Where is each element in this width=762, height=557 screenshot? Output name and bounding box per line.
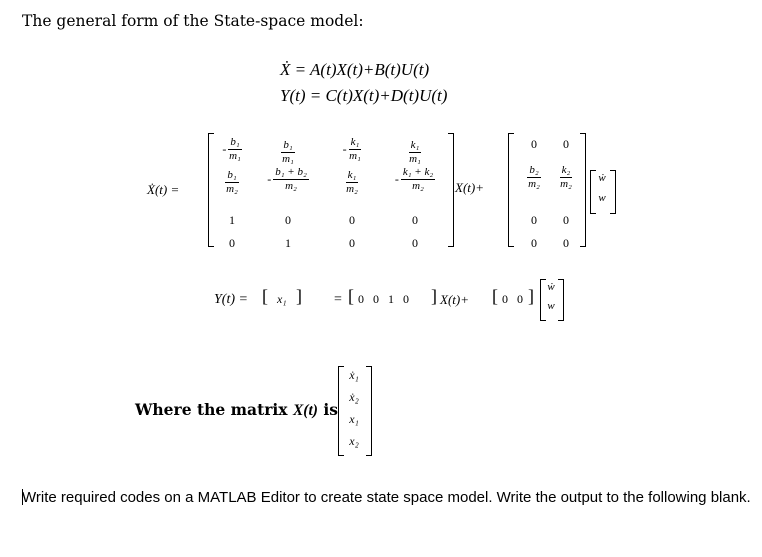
a-cell-2-2 (258, 167, 318, 192)
output-x-term: X(t)+ (440, 292, 469, 307)
c-left-bracket: [ (348, 286, 354, 306)
u2-wdot: ẇ (547, 281, 555, 293)
a-entry-2-3-denominator: m₂ (346, 183, 358, 195)
b-cell-1-1 (518, 137, 550, 152)
a-cell-2-4 (385, 167, 445, 192)
a-entry-2-1-fraction (225, 170, 238, 195)
b-matrix-left-bracket (508, 133, 514, 247)
a-entry-2-2-numerator: b₁ + b₂ (275, 166, 307, 178)
a-cell-3-1 (202, 213, 262, 228)
b-entry-2-1 (527, 165, 540, 190)
a-entry-1-3-denominator: m₁ (349, 150, 361, 162)
a-entry-2-1 (225, 170, 238, 195)
a-cell-1-1 (202, 137, 262, 162)
d-matrix: 0 0 (502, 292, 523, 306)
a-cell-4-1 (202, 236, 262, 251)
a-entry-3-3: 0 (349, 213, 355, 227)
a-entry-1-1-sign: - (222, 142, 227, 156)
where-is: is (317, 400, 338, 419)
a-entry-2-4-denominator: m₂ (412, 180, 424, 192)
heading: The general form of the State-space model: (22, 12, 364, 30)
a-entry-2-1-denominator: m₂ (226, 183, 238, 195)
where-text: Where the matrix (135, 400, 293, 419)
a-entry-3-1: 1 (229, 213, 235, 227)
a-cell-3-2 (258, 213, 318, 228)
a-cell-2-1 (202, 167, 262, 195)
output-equals: = (334, 292, 342, 307)
u-vector-wdot: ẇ (598, 172, 606, 184)
a-entry-1-2 (281, 140, 294, 165)
y-left-bracket: [ (262, 286, 268, 306)
a-matrix-right-bracket (448, 133, 454, 247)
b-cell-1-2 (550, 137, 582, 152)
a-cell-3-4 (385, 213, 445, 228)
x-vector-x2: x₂ (349, 434, 359, 448)
x-vector-right-bracket (366, 366, 372, 456)
a-entry-2-4-sign: - (394, 172, 399, 186)
a-cell-4-2 (258, 236, 318, 251)
b-cell-4-2 (550, 236, 582, 251)
a-entry-1-4 (409, 140, 422, 165)
a-cell-4-4 (385, 236, 445, 251)
a-entry-1-4-denominator: m₁ (409, 153, 421, 165)
a-entry-2-3 (346, 170, 359, 195)
b-entry-4-1: 0 (531, 236, 537, 250)
a-entry-3-2: 0 (285, 213, 291, 227)
a-entry-4-1: 0 (229, 236, 235, 250)
a-entry-1-3-numerator: k₁ (350, 136, 360, 148)
u-vector-right-bracket (610, 170, 616, 214)
a-entry-1-2-numerator: b₁ (283, 139, 293, 151)
a-cell-2-3 (322, 167, 382, 195)
y-right-bracket: ] (296, 286, 302, 306)
b-entry-1-1: 0 (531, 137, 537, 151)
b-cell-3-2 (550, 213, 582, 228)
x-vector-x2dot: ẋ₂ (349, 390, 359, 404)
a-entry-1-2-denominator: m₁ (282, 153, 294, 165)
a-cell-1-4 (385, 137, 445, 165)
b-entry-2-2-numerator: k₂ (561, 164, 571, 176)
a-entry-1-4-fraction (409, 140, 422, 165)
y-vector-x1: x₁ (277, 292, 287, 306)
b-cell-2-2 (550, 162, 582, 190)
b-entry-2-1-fraction (527, 165, 540, 190)
b-entry-3-1: 0 (531, 213, 537, 227)
a-entry-2-2-fraction (273, 167, 309, 192)
output-equation-general: Y(t) = C(t)X(t)+D(t)U(t) (280, 86, 448, 105)
a-entry-1-3-fraction (349, 137, 362, 162)
b-entry-1-2: 0 (563, 137, 569, 151)
b-entry-2-2 (560, 165, 573, 190)
a-cell-3-3 (322, 213, 382, 228)
a-entry-2-4-fraction (401, 167, 435, 192)
state-equation-general: Ẋ = A(t)X(t)+B(t)U(t) (280, 60, 430, 79)
a-entry-2-4-numerator: k₁ + k₂ (402, 166, 434, 178)
b-entry-2-2-fraction (560, 165, 573, 190)
x-vector-x1dot: ẋ₁ (349, 368, 359, 382)
a-entry-2-4 (395, 167, 435, 192)
a-entry-1-1-numerator: b₁ (230, 136, 240, 148)
b-entry-3-2: 0 (563, 213, 569, 227)
a-entry-1-1 (222, 137, 241, 162)
u-vector-w: w (598, 192, 606, 204)
a-entry-1-4-numerator: k₁ (410, 139, 420, 151)
c-right-bracket: ] (431, 286, 437, 306)
a-entry-1-3-sign: - (342, 142, 347, 156)
c-matrix: 0 0 1 0 (358, 292, 409, 306)
output-lhs: Y(t) = (214, 292, 248, 307)
a-cell-4-3 (322, 236, 382, 251)
a-cell-1-3 (322, 137, 382, 162)
u2-right-bracket (558, 279, 564, 321)
a-entry-1-2-fraction (281, 140, 294, 165)
a-entry-2-2 (267, 167, 309, 192)
d-left-bracket: [ (492, 286, 498, 306)
b-entry-4-2: 0 (563, 236, 569, 250)
a-entry-3-4: 0 (412, 213, 418, 227)
question-text-content: Write required codes on a MATLAB Editor to create state space model. Write the output to the following blank. (22, 489, 751, 506)
b-entry-2-1-denominator: m₂ (528, 178, 540, 190)
b-cell-4-1 (518, 236, 550, 251)
question-text (22, 484, 752, 511)
b-entry-2-1-numerator: b₂ (529, 164, 539, 176)
a-entry-4-2: 1 (285, 236, 291, 250)
state-x-term: X(t)+ (455, 180, 484, 195)
a-cell-1-2 (258, 137, 318, 165)
a-entry-4-4: 0 (412, 236, 418, 250)
b-cell-3-1 (518, 213, 550, 228)
a-entry-2-2-sign: - (267, 172, 272, 186)
d-right-bracket: ] (528, 286, 534, 306)
a-entry-2-3-fraction (346, 170, 359, 195)
a-entry-1-3 (343, 137, 362, 162)
a-entry-4-3: 0 (349, 236, 355, 250)
u2-w: w (547, 300, 555, 312)
a-entry-2-1-numerator: b₁ (227, 169, 237, 181)
state-lhs: Ẋ(t) = (147, 182, 180, 197)
where-label (135, 400, 338, 420)
x-vector-x1: x₁ (349, 412, 359, 426)
a-entry-1-1-denominator: m₁ (229, 150, 241, 162)
a-entry-2-2-denominator: m₂ (285, 180, 297, 192)
b-cell-2-1 (518, 162, 550, 190)
where-var: X(t) (292, 402, 318, 419)
a-entry-1-1-fraction (228, 137, 241, 162)
b-entry-2-2-denominator: m₂ (560, 178, 572, 190)
a-entry-2-3-numerator: k₁ (347, 169, 357, 181)
